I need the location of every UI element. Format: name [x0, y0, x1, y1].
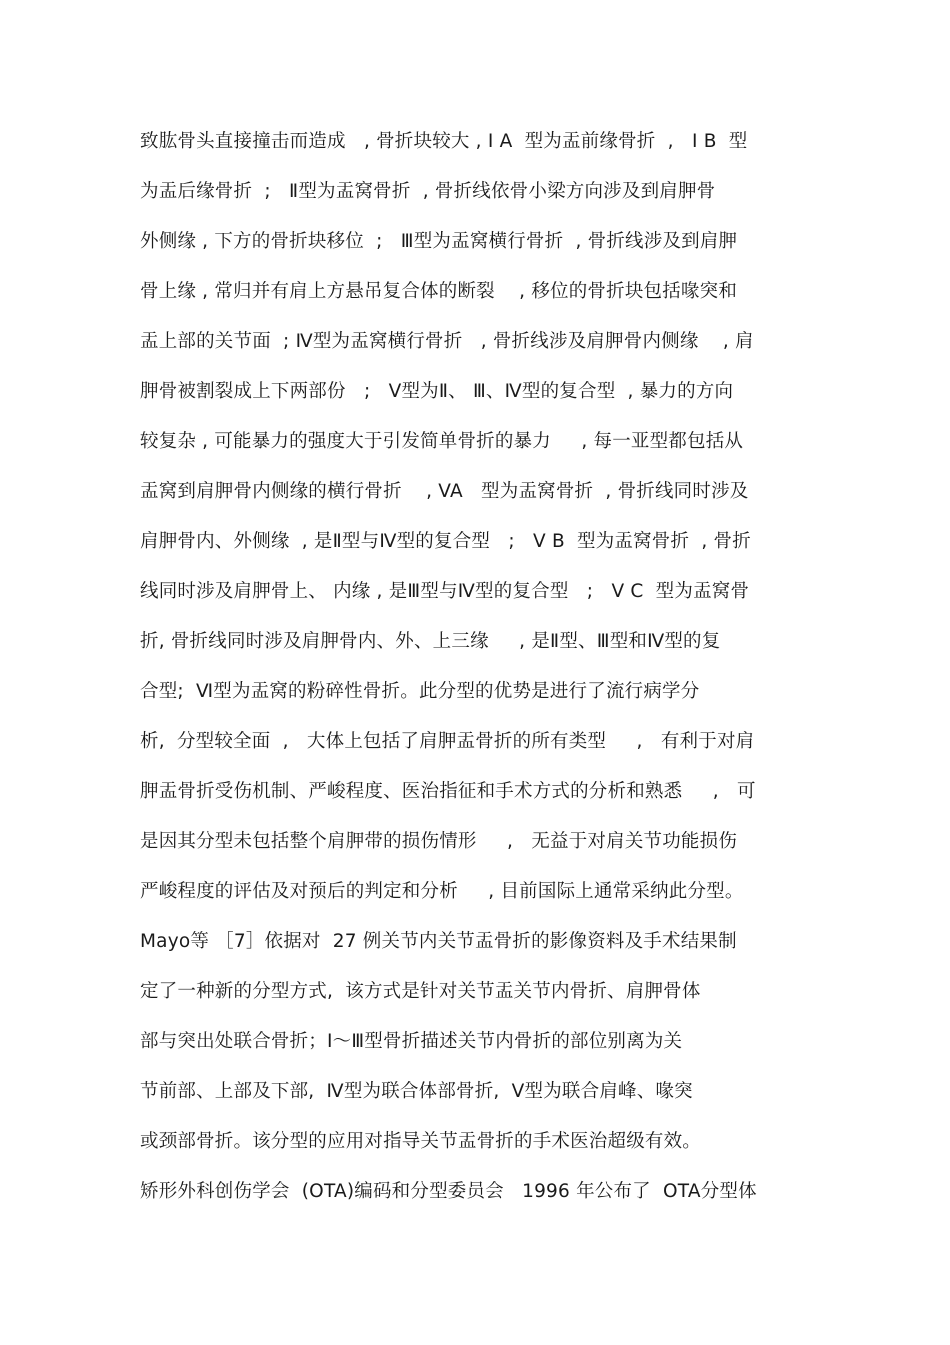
- text-line: 析, 分型较全面 , 大体上包括了肩胛盂骨折的所有类型 , 有利于对肩: [140, 731, 755, 752]
- text-line: 为盂后缘骨折 ; Ⅱ型为盂窝骨折 , 骨折线依骨小梁方向涉及到肩胛骨: [140, 181, 716, 202]
- body-text: [140, 122, 830, 1222]
- text-line: 外侧缘 , 下方的骨折块移位 ; Ⅲ型为盂窝横行骨折 , 骨折线涉及到肩胛: [140, 231, 738, 252]
- text-line: Mayo等 ［7］依据对 27 例关节内关节盂骨折的影像资料及手术结果制: [140, 931, 737, 952]
- text-line: 矫形外科创伤学会 (OTA)编码和分型委员会 1996 年公布了 OTA分型体: [140, 1181, 757, 1202]
- text-line: 盂窝到肩胛骨内侧缘的横行骨折 , VA 型为盂窝骨折 , 骨折线同时涉及: [140, 481, 749, 502]
- text-line: 严峻程度的评估及对预后的判定和分析 , 目前国际上通常采纳此分型。: [140, 881, 744, 902]
- text-line: 线同时涉及肩胛骨上、 内缘 , 是Ⅲ型与Ⅳ型的复合型 ; Ⅴ C 型为盂窝骨: [140, 581, 750, 602]
- text-line: 致肱骨头直接撞击而造成 , 骨折块较大 , Ⅰ A 型为盂前缘骨折 , Ⅰ B 型: [140, 131, 748, 152]
- text-line: 胛盂骨折受伤机制、严峻程度、医治指征和手术方式的分析和熟悉 , 可: [140, 781, 756, 802]
- text-line: 盂上部的关节面 ; Ⅳ型为盂窝横行骨折 , 骨折线涉及肩胛骨内侧缘 , 肩: [140, 331, 754, 352]
- text-line: 骨上缘 , 常归并有肩上方悬吊复合体的断裂 , 移位的骨折块包括喙突和: [140, 281, 738, 302]
- text-line: 较复杂 , 可能暴力的强度大于引发简单骨折的暴力 , 每一亚型都包括从: [140, 431, 744, 452]
- text-line: 合型; Ⅵ型为盂窝的粉碎性骨折。此分型的优势是进行了流行病学分: [140, 681, 700, 702]
- text-line: 肩胛骨内、外侧缘 , 是Ⅱ型与Ⅳ型的复合型 ; Ⅴ B 型为盂窝骨折 , 骨折: [140, 531, 751, 552]
- text-line: 是因其分型未包括整个肩胛带的损伤情形 , 无益于对肩关节功能损伤: [140, 831, 738, 852]
- text-line: 定了一种新的分型方式, 该方式是针对关节盂关节内骨折、肩胛骨体: [140, 981, 701, 1002]
- text-line: 节前部、上部及下部, Ⅳ型为联合体部骨折, Ⅴ型为联合肩峰、喙突: [140, 1081, 693, 1102]
- text-line: 或颈部骨折。该分型的应用对指导关节盂骨折的手术医治超级有效。: [140, 1131, 702, 1152]
- text-line: 胛骨被割裂成上下两部份 ; Ⅴ型为Ⅱ、 Ⅲ、Ⅳ型的复合型 , 暴力的方向: [140, 381, 734, 402]
- text-line: 折, 骨折线同时涉及肩胛骨内、外、上三缘 , 是Ⅱ型、Ⅲ型和Ⅳ型的复: [140, 631, 721, 652]
- text-line: 部与突出处联合骨折；Ⅰ～Ⅲ型骨折描述关节内骨折的部位别离为关: [140, 1031, 683, 1052]
